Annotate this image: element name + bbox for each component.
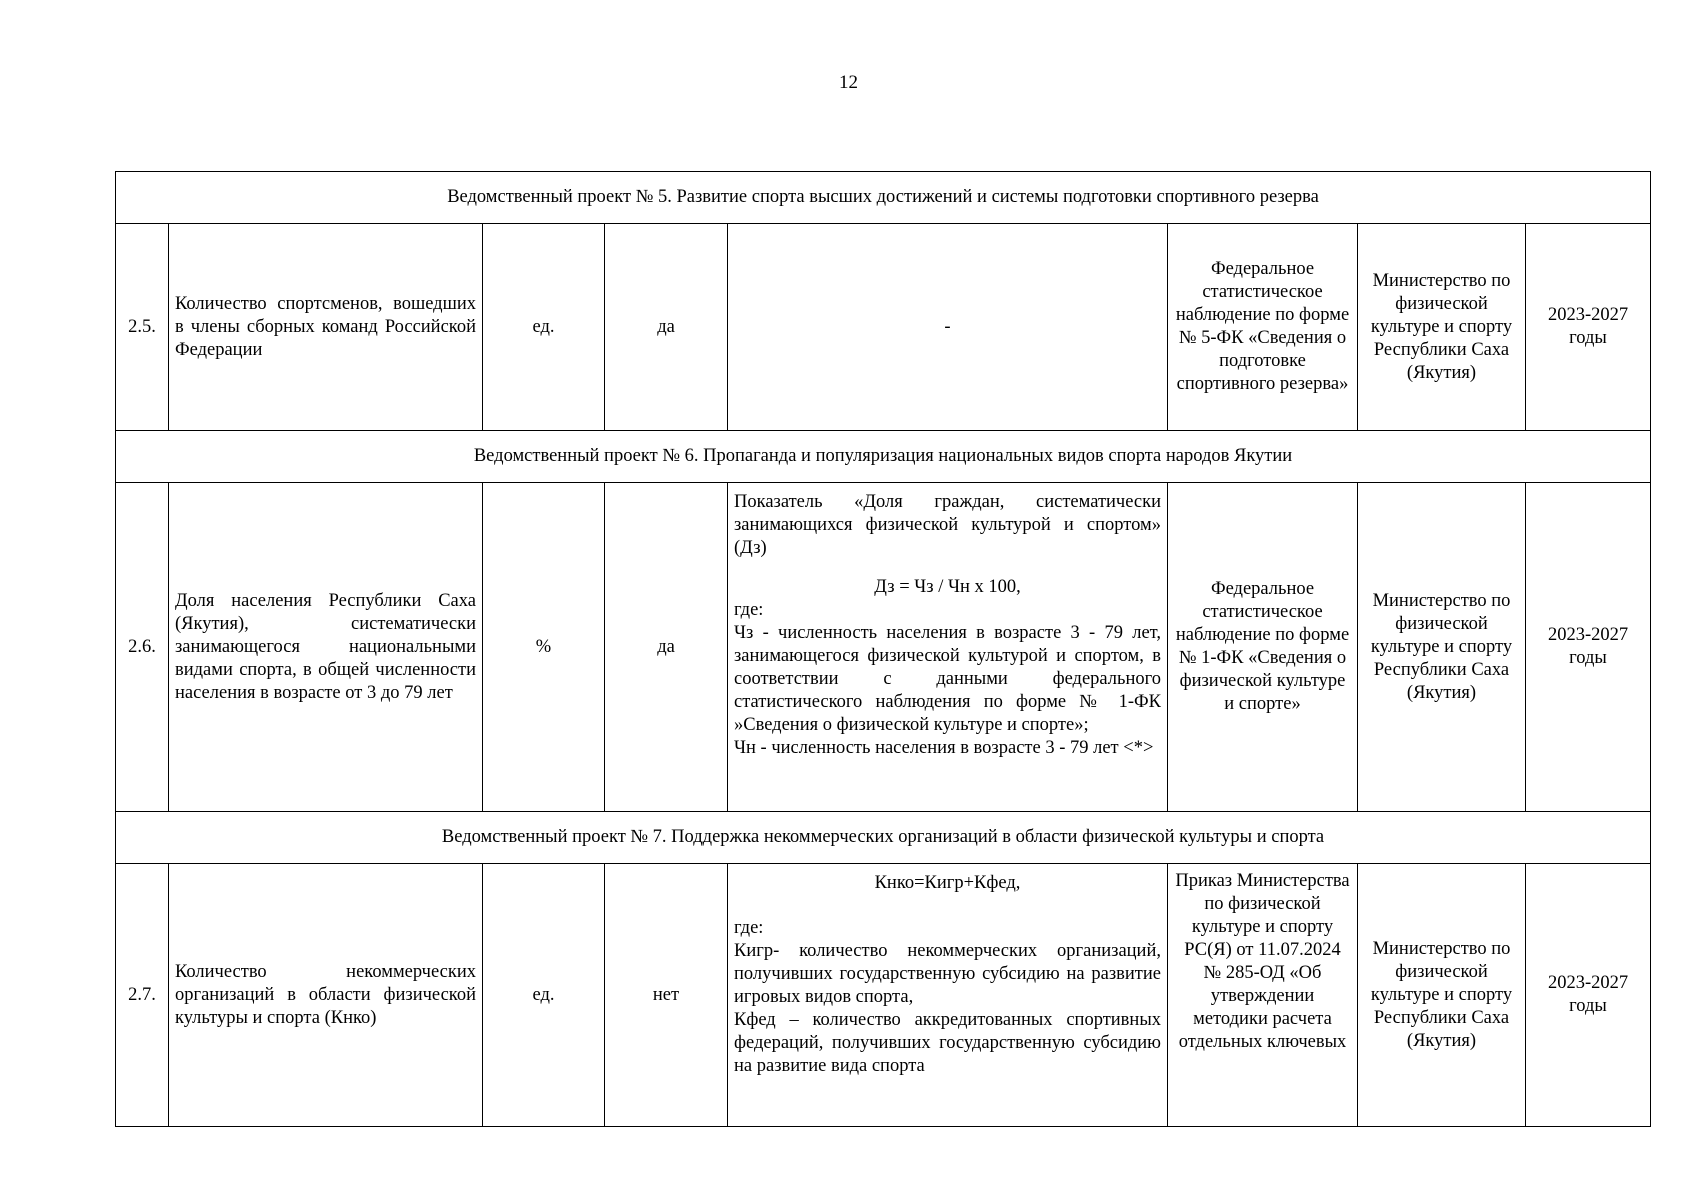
data-source: Федеральное статистическое наблюдение по форме № 1-ФК «Сведения о физической культуре и спорте» [1168, 483, 1358, 812]
period: 2023-2027 годы [1526, 864, 1651, 1127]
page-number: 12 [839, 72, 858, 93]
unit-of-measure: % [483, 483, 605, 812]
section-header-row [116, 431, 1651, 483]
section-header-row [116, 172, 1651, 224]
period: 2023-2027 годы [1526, 483, 1651, 812]
responsible-body: Министерство по физической культуре и спорту Республики Саха (Якутия) [1358, 483, 1526, 812]
section-title: Ведомственный проект № 6. Пропаганда и популяризация национальных видов спорта народов Якутии [116, 431, 1651, 483]
method-where: где: [734, 918, 764, 938]
row-number: 2.5. [116, 224, 169, 431]
method-where: где: [734, 600, 764, 620]
responsible-body: Министерство по физической культуре и спорту Республики Саха (Якутия) [1358, 224, 1526, 431]
indicator-name: Количество спортсменов, вошедших в члены сборных команд Российской Федерации [169, 224, 483, 431]
method-intro: Показатель «Доля граждан, систематически занимающихся физической культурой и спортом» (Дз) [734, 492, 1161, 558]
table-row [116, 864, 1651, 1127]
table-row [116, 483, 1651, 812]
table-row [116, 224, 1651, 431]
data-source: Федеральное статистическое наблюдение по форме № 5-ФК «Сведения о подготовке спортивного резерва» [1168, 224, 1358, 431]
flag-value: нет [605, 864, 728, 1127]
row-number: 2.7. [116, 864, 169, 1127]
method-formula: Кнко=Кигр+Кфед, [874, 873, 1021, 893]
section-title: Ведомственный проект № 7. Поддержка некоммерческих организаций в области физической культуры и спорта [116, 812, 1651, 864]
calculation-method: - [728, 224, 1168, 431]
calculation-method [728, 483, 1168, 812]
indicator-name: Количество некоммерческих организаций в области физической культуры и спорта (Кнко) [169, 864, 483, 1127]
unit-of-measure: ед. [483, 864, 605, 1127]
method-definition: Чз - численность населения в возрасте 3 - 79 лет, занимающегося физической культурой и спортом, в соответствии с данными федерального статистического наблюдения по форме № 1-ФК »Сведения о физической культуре и спорте»; [734, 623, 1161, 735]
unit-of-measure: ед. [483, 224, 605, 431]
indicator-name: Доля населения Республики Саха (Якутия), систематически занимающегося национальными видами спорта, в общей численности населения в возрасте от 3 до 79 лет [169, 483, 483, 812]
responsible-body: Министерство по физической культуре и спорту Республики Саха (Якутия) [1358, 864, 1526, 1127]
indicators-table [115, 171, 1651, 1127]
section-header-row [116, 812, 1651, 864]
method-definition: Кфед – количество аккредитованных спортивных федераций, получивших государственную субсидию на развитие вида спорта [734, 1010, 1161, 1076]
flag-value: да [605, 224, 728, 431]
method-formula: Дз = Чз / Чн х 100, [874, 577, 1021, 597]
row-number: 2.6. [116, 483, 169, 812]
period: 2023-2027 годы [1526, 224, 1651, 431]
calculation-method [728, 864, 1168, 1127]
data-source: Приказ Министерства по физической культуре и спорту РС(Я) от 11.07.2024 № 285-ОД «Об утверждении методики расчета отдельных ключевых [1168, 864, 1358, 1127]
method-definition: Чн - численность населения в возрасте 3 - 79 лет <*> [734, 738, 1154, 758]
method-definition: Кигр- количество некоммерческих организаций, получивших государственную субсидию на развитие игровых видов спорта, [734, 941, 1161, 1007]
flag-value: да [605, 483, 728, 812]
section-title: Ведомственный проект № 5. Развитие спорта высших достижений и системы подготовки спортивного резерва [116, 172, 1651, 224]
